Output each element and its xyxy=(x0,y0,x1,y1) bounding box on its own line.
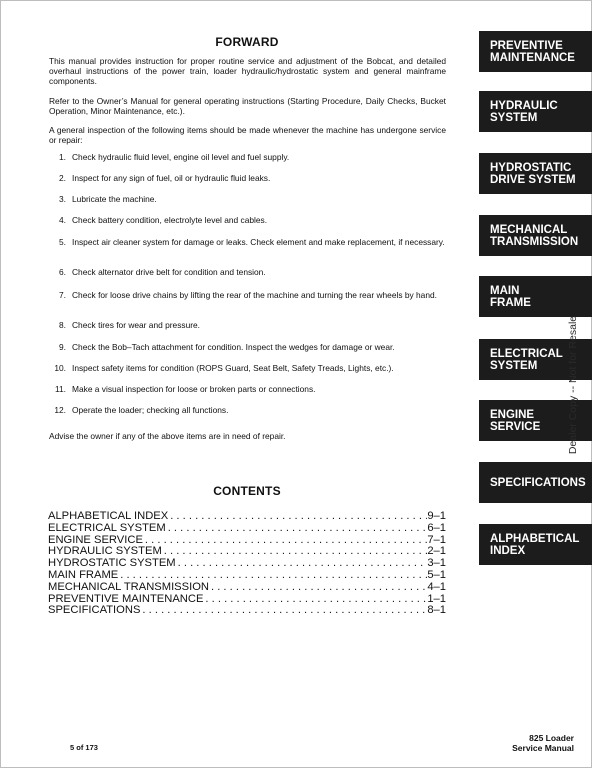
list-item-number: 1. xyxy=(59,152,66,162)
tab-specifications[interactable]: SPECIFICATIONS xyxy=(479,462,592,503)
toc-leader-dots xyxy=(162,546,428,558)
list-item-text: Lubricate the machine. xyxy=(72,194,157,204)
list-item-number: 10. xyxy=(54,363,66,373)
footer-manual-title xyxy=(512,733,574,753)
footer-model: 825 Loader xyxy=(529,733,574,743)
tab-hydraulic-system[interactable]: HYDRAULIC SYSTEM xyxy=(479,91,592,132)
tab-main-frame[interactable]: MAIN FRAME xyxy=(479,276,592,317)
list-item-number: 11. xyxy=(54,384,66,394)
footer-manual-type: Service Manual xyxy=(512,743,574,753)
toc-leader-dots xyxy=(168,511,427,523)
toc-leader-dots xyxy=(209,582,427,594)
list-item-text: Inspect for any sign of fuel, oil or hydraulic fluid leaks. xyxy=(72,173,271,183)
toc-entry-title: MAIN FRAME xyxy=(48,569,119,581)
toc-entry-page: 9–1 xyxy=(427,511,446,522)
toc-entry[interactable] xyxy=(48,511,446,523)
list-item-text: Check hydraulic fluid level, engine oil level and fuel supply. xyxy=(72,152,290,162)
toc-entry-page: 2–1 xyxy=(427,546,446,558)
list-item-text: Check for loose drive chains by lifting the rear of the machine and turning the rear wheels by hand. xyxy=(72,290,437,300)
toc-entry[interactable] xyxy=(48,582,446,594)
tab-electrical-system[interactable]: ELECTRICAL SYSTEM xyxy=(479,339,592,380)
toc-leader-dots xyxy=(143,535,427,547)
list-item-number: 7. xyxy=(59,290,66,300)
list-item-number: 8. xyxy=(59,320,66,330)
toc-entry[interactable] xyxy=(48,546,446,558)
list-item-text: Make a visual inspection for loose or broken parts or connections. xyxy=(72,384,316,394)
list-item-text: Operate the loader; checking all functions. xyxy=(72,405,229,415)
list-item-text: Inspect air cleaner system for damage or leaks. Check element and make replacement, if necessary. xyxy=(72,237,445,247)
toc-entry-title: MECHANICAL TRANSMISSION xyxy=(48,581,209,593)
list-item-number: 6. xyxy=(59,267,66,277)
toc-entry-page: 5–1 xyxy=(427,569,446,581)
toc-leader-dots xyxy=(176,558,428,570)
toc-entry-page: 7–1 xyxy=(427,534,446,546)
tab-preventive-maintenance[interactable]: PREVENTIVE MAINTENANCE xyxy=(479,31,592,72)
contents-title: CONTENTS xyxy=(213,484,281,498)
toc-entry[interactable] xyxy=(48,535,446,547)
toc-entry[interactable] xyxy=(48,570,446,582)
list-item-number: 12. xyxy=(54,405,66,415)
toc-entry-page: 6–1 xyxy=(427,522,446,534)
toc-entry[interactable] xyxy=(48,558,446,570)
forward-title: FORWARD xyxy=(215,35,279,49)
toc-leader-dots xyxy=(118,570,427,582)
forward-refer-paragraph: Refer to the Owner’s Manual for general operating instructions (Starting Procedure, Daily Checks, Bucket Operation, Minor Maintenance, etc.). xyxy=(49,96,446,116)
list-item-text: Check tires for wear and pressure. xyxy=(72,320,201,330)
forward-intro-paragraph: This manual provides instruction for proper routine service and adjustment of the Bobcat, and detailed overhaul instructions of the power train, loader hydraulic/hydrostatic system and general mainframe components. xyxy=(49,56,446,86)
toc-entry[interactable] xyxy=(48,594,446,606)
toc-entry-title: HYDROSTATIC SYSTEM xyxy=(48,558,176,570)
toc-leader-dots xyxy=(203,594,427,606)
list-item-text: Inspect safety items for condition (ROPS Guard, Seat Belt, Safety Treads, Lights, etc.). xyxy=(72,363,394,373)
list-item-text: Check battery condition, electrolyte level and cables. xyxy=(72,215,268,225)
table-of-contents xyxy=(48,511,446,617)
dealer-copy-watermark: Dealer Copy -- Not for Resale xyxy=(567,315,579,455)
list-item-number: 4. xyxy=(59,215,66,225)
toc-entry-title: PREVENTIVE MAINTENANCE xyxy=(48,593,204,605)
toc-leader-dots xyxy=(140,605,427,617)
page-indicator: 5 of 173 xyxy=(70,743,98,752)
toc-entry-page: 1–1 xyxy=(427,593,446,605)
forward-inspection-paragraph: A general inspection of the following items should be made whenever the machine has undergone service or repair: xyxy=(49,125,446,145)
toc-entry-title: SPECIFICATIONS xyxy=(48,605,141,617)
list-item-text: Check alternator drive belt for condition and tension. xyxy=(72,267,266,277)
list-item-number: 9. xyxy=(59,342,66,352)
tab-hydrostatic-drive-system[interactable]: HYDROSTATIC DRIVE SYSTEM xyxy=(479,153,592,194)
toc-entry-title: ENGINE SERVICE xyxy=(48,534,143,546)
toc-entry-page: 3–1 xyxy=(427,558,446,570)
list-item-number: 5. xyxy=(59,237,66,247)
list-item-number: 3. xyxy=(59,194,66,204)
toc-entry[interactable] xyxy=(48,523,446,535)
toc-entry-page: 4–1 xyxy=(427,581,446,593)
toc-entry-title: ALPHABETICAL INDEX xyxy=(48,511,169,522)
tab-mechanical-transmission[interactable]: MECHANICAL TRANSMISSION xyxy=(479,215,592,256)
list-item-text: Check the Bob–Tach attachment for condition. Inspect the wedges for damage or wear. xyxy=(72,342,395,352)
tab-alphabetical-index[interactable]: ALPHABETICAL INDEX xyxy=(479,524,592,565)
toc-entry-title: ELECTRICAL SYSTEM xyxy=(48,522,166,534)
toc-entry[interactable] xyxy=(48,605,446,617)
toc-entry-title: HYDRAULIC SYSTEM xyxy=(48,546,162,558)
toc-entry-page: 8–1 xyxy=(427,605,446,617)
forward-advise-paragraph: Advise the owner if any of the above items are in need of repair. xyxy=(49,431,286,441)
tab-engine-service[interactable]: ENGINE SERVICE xyxy=(479,400,592,441)
list-item-number: 2. xyxy=(59,173,66,183)
toc-leader-dots xyxy=(166,523,428,535)
